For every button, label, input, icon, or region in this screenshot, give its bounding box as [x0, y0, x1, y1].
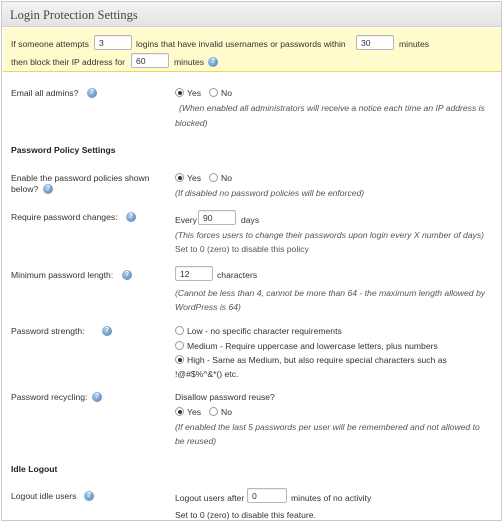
- min-length-note-1: (Cannot be less than 4, cannot be more than 64 - the maximum length allowed by: [175, 288, 486, 298]
- recycling-note-1: (If enabled the last 5 passwords per user will be remembered and not allowed to: [175, 422, 480, 432]
- min-length-note-2: WordPress is 64): [175, 302, 241, 312]
- require-changes-days-input[interactable]: [198, 210, 236, 225]
- recycling-yes-label: Yes: [187, 407, 202, 417]
- enable-policies-yes-radio[interactable]: [175, 173, 184, 182]
- lockout-minutes-text-2: minutes: [174, 57, 205, 67]
- panel-title: Login Protection Settings: [10, 8, 138, 22]
- email-admins-no-label: No: [221, 88, 232, 98]
- help-icon[interactable]: ?: [122, 270, 132, 280]
- require-changes-suffix: days: [241, 215, 260, 225]
- help-icon[interactable]: ?: [43, 184, 53, 194]
- help-icon[interactable]: ?: [84, 491, 94, 501]
- lockout-minutes-text: minutes: [399, 39, 430, 49]
- enable-policies-yes-label: Yes: [187, 173, 202, 183]
- help-icon[interactable]: ?: [92, 392, 102, 402]
- lockout-text-mid: logins that have invalid usernames or passwords within: [136, 39, 346, 49]
- idle-minutes-input[interactable]: [247, 488, 287, 503]
- policy-heading: Password Policy Settings: [11, 145, 116, 155]
- strength-low-label: Low - no specific character requirements: [187, 326, 342, 336]
- strength-high-radio[interactable]: [175, 355, 184, 364]
- block-minutes-input[interactable]: [131, 53, 169, 68]
- require-changes-note-1: (This forces users to change their passwords upon login every X number of days): [175, 230, 485, 240]
- strength-label: Password strength:: [11, 326, 85, 336]
- recycling-question: Disallow password reuse?: [175, 392, 275, 402]
- lockout-block-text: then block their IP address for: [11, 57, 126, 67]
- idle-note: Set to 0 (zero) to disable this feature.: [175, 510, 316, 520]
- enable-policies-no-radio[interactable]: [209, 173, 218, 182]
- idle-prefix: Logout users after: [175, 493, 245, 503]
- email-admins-note-1: (When enabled all administrators will receive a notice each time an IP address is: [179, 103, 485, 113]
- idle-heading: Idle Logout: [11, 464, 58, 474]
- min-length-label: Minimum password length:: [11, 270, 114, 280]
- enable-policies-label-1: Enable the password policies shown: [11, 173, 150, 183]
- help-icon[interactable]: ?: [126, 212, 136, 222]
- min-length-suffix: characters: [217, 270, 258, 280]
- attempts-input[interactable]: [94, 35, 132, 50]
- require-changes-prefix: Every: [175, 215, 197, 225]
- help-icon[interactable]: ?: [208, 57, 218, 67]
- email-admins-label: Email all admins?: [11, 88, 79, 98]
- require-changes-label: Require password changes:: [11, 212, 118, 222]
- strength-low-radio[interactable]: [175, 326, 184, 335]
- recycling-note-2: be reused): [175, 436, 217, 446]
- panel-header: [2, 2, 501, 27]
- email-admins-yes-label: Yes: [187, 88, 202, 98]
- email-admins-note-2: blocked): [175, 118, 208, 128]
- recycling-no-radio[interactable]: [209, 407, 218, 416]
- strength-medium-radio[interactable]: [175, 341, 184, 350]
- idle-suffix: minutes of no activity: [291, 493, 372, 503]
- lockout-text-prefix: If someone attempts: [11, 39, 89, 49]
- settings-panel: [1, 1, 502, 521]
- enable-policies-no-label: No: [221, 173, 232, 183]
- min-length-input[interactable]: [175, 266, 213, 281]
- recycling-no-label: No: [221, 407, 232, 417]
- email-admins-yes-radio[interactable]: [175, 88, 184, 97]
- enable-policies-label-2: below?: [11, 184, 39, 194]
- strength-high-label: High - Same as Medium, but also require special characters such as: [187, 355, 447, 365]
- strength-high-label-2: !@#$%^&*() etc.: [175, 369, 239, 379]
- strength-medium-label: Medium - Require uppercase and lowercase letters, plus numbers: [187, 341, 438, 351]
- enable-policies-note: (If disabled no password policies will be enforced): [175, 188, 365, 198]
- help-icon[interactable]: ?: [87, 88, 97, 98]
- help-icon[interactable]: ?: [102, 326, 112, 336]
- window-minutes-input[interactable]: [356, 35, 394, 50]
- recycling-label: Password recycling:: [11, 392, 88, 402]
- recycling-yes-radio[interactable]: [175, 407, 184, 416]
- require-changes-note-2: Set to 0 (zero) to disable this policy: [175, 244, 309, 254]
- idle-logout-label: Logout idle users: [11, 491, 77, 501]
- email-admins-no-radio[interactable]: [209, 88, 218, 97]
